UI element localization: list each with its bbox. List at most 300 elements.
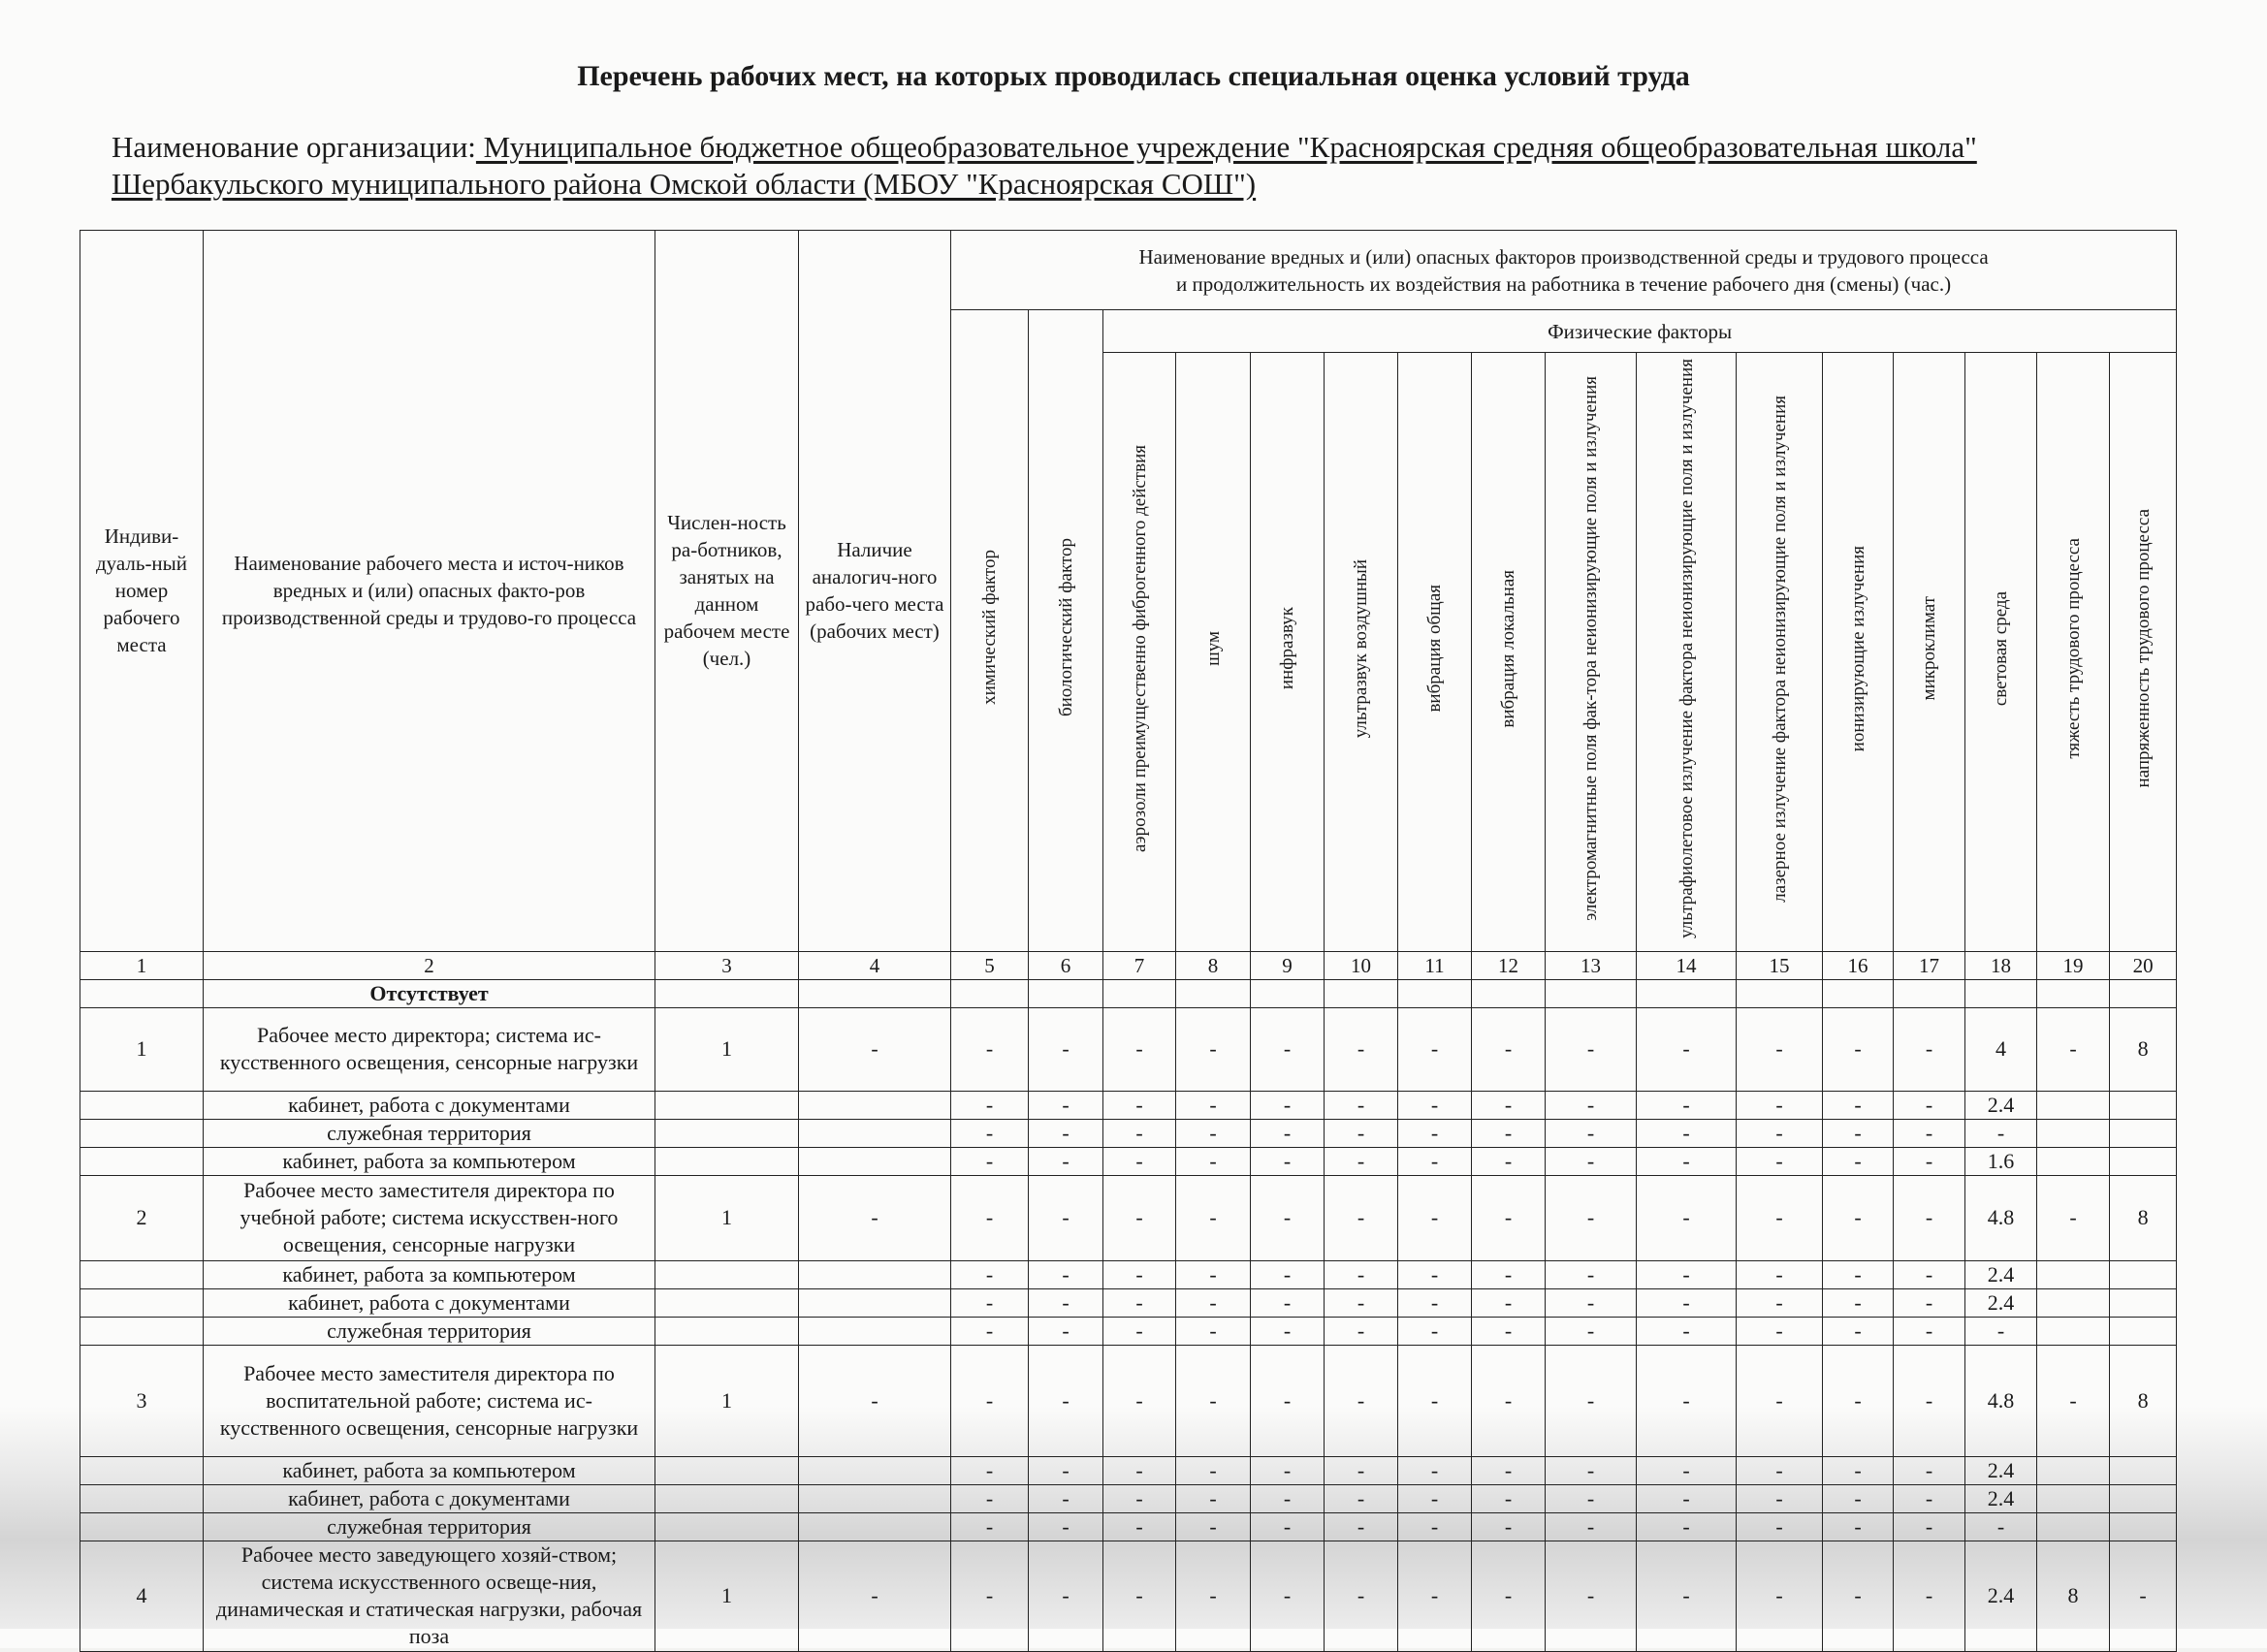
factor-value-cell: 4.8 [1965, 1345, 2037, 1456]
factor-value-cell: - [951, 1007, 1029, 1091]
factor-value-cell: - [1472, 1260, 1546, 1288]
table-cell [1737, 979, 1823, 1007]
factor-header-label: шум [1202, 630, 1224, 666]
factor-value-cell: - [1637, 1260, 1737, 1288]
factor-value-cell: - [1894, 1091, 1965, 1119]
factor-value-cell: - [1398, 1484, 1472, 1512]
factor-value-cell: - [1176, 1007, 1251, 1091]
factor-value-cell: - [1823, 1484, 1894, 1512]
table-cell [655, 979, 799, 1007]
factor-value-cell: - [1737, 1260, 1823, 1288]
factor-value-cell: - [1737, 1512, 1823, 1541]
factor-value-cell: - [951, 1484, 1029, 1512]
factor-value-cell [2110, 1484, 2177, 1512]
factor-value-cell: - [1823, 1175, 1894, 1260]
factor-value-cell: - [1546, 1119, 1637, 1147]
factor-value-cell: - [1546, 1091, 1637, 1119]
factor-header-label: вибрация локальная [1498, 569, 1518, 728]
workplace-name-cell: служебная территория [204, 1317, 655, 1345]
factor-value-cell: - [1103, 1541, 1176, 1651]
factor-value-cell: - [1398, 1175, 1472, 1260]
factor-value-cell: - [1546, 1317, 1637, 1345]
factor-value-cell: - [2037, 1345, 2110, 1456]
analog-cell [799, 1512, 951, 1541]
factor-value-cell: - [1325, 1512, 1398, 1541]
factor-value-cell: - [951, 1288, 1029, 1317]
factor-value-cell: 4.8 [1965, 1175, 2037, 1260]
factor-value-cell: - [1546, 1147, 1637, 1175]
factor-value-cell: 2.4 [1965, 1456, 2037, 1484]
workplace-name-cell: Рабочее место заместителя директора по воспитательной работе; система ис-кусственного освещения, сенсорные нагрузки [204, 1345, 655, 1456]
factor-value-cell: - [951, 1456, 1029, 1484]
factor-value-cell [2037, 1484, 2110, 1512]
header-factors-group-line2: и продолжительность их воздействия на работника в течение рабочего дня (смены) (час.) [1176, 271, 1952, 296]
factor-value-cell: - [1325, 1456, 1398, 1484]
workplace-number-cell [80, 1484, 204, 1512]
factor-value-cell: 1.6 [1965, 1147, 2037, 1175]
factor-value-cell: - [1398, 1260, 1472, 1288]
analog-cell [799, 1260, 951, 1288]
factor-value-cell: - [1325, 1147, 1398, 1175]
workplace-number-cell: 2 [80, 1175, 204, 1260]
factor-value-cell: - [1325, 1175, 1398, 1260]
worker-count-cell [655, 1288, 799, 1317]
factor-value-cell: - [1737, 1175, 1823, 1260]
factor-value-cell [2110, 1091, 2177, 1119]
factor-value-cell: - [1637, 1317, 1737, 1345]
factor-value-cell: - [1737, 1484, 1823, 1512]
factor-value-cell: - [1894, 1288, 1965, 1317]
factor-value-cell: - [1472, 1091, 1546, 1119]
factor-value-cell: - [1894, 1512, 1965, 1541]
factor-header-label: микроклимат [1919, 596, 1939, 701]
factor-value-cell: 2.4 [1965, 1541, 2037, 1651]
factor-value-cell: - [1894, 1484, 1965, 1512]
factor-value-cell: - [1398, 1119, 1472, 1147]
worker-count-cell: 1 [655, 1345, 799, 1456]
factor-value-cell [2110, 1260, 2177, 1288]
factor-value-cell [2110, 1288, 2177, 1317]
factor-header-label: электромагнитные поля фак-тора неионизирующие поля и излучения [1581, 375, 1601, 921]
factor-value-cell: - [1176, 1345, 1251, 1456]
header-worker-count: Числен-ность ра-ботников, занятых на данном рабочем месте (чел.) [655, 231, 799, 952]
workplace-subrow [80, 1484, 2177, 1512]
factor-header [1637, 353, 1737, 952]
factor-value-cell: - [1546, 1541, 1637, 1651]
column-number: 13 [1546, 951, 1637, 979]
factor-value-cell: - [1637, 1119, 1737, 1147]
factor-value-cell: - [1737, 1091, 1823, 1119]
factor-value-cell: - [1325, 1091, 1398, 1119]
factor-value-cell: - [1737, 1288, 1823, 1317]
workplaces-table [80, 230, 2177, 1652]
factor-value-cell: - [1103, 1345, 1176, 1456]
factor-value-cell: 2.4 [1965, 1260, 2037, 1288]
workplace-number-cell [80, 1091, 204, 1119]
factor-value-cell [2110, 1317, 2177, 1345]
factor-value-cell: - [951, 1260, 1029, 1288]
workplace-subrow [80, 1091, 2177, 1119]
factor-value-cell: - [1176, 1260, 1251, 1288]
factor-value-cell: - [1894, 1456, 1965, 1484]
factor-value-cell [2110, 1119, 2177, 1147]
factor-header-label: световая среда [1991, 590, 2011, 706]
table-cell [2110, 979, 2177, 1007]
factor-value-cell: - [1546, 1007, 1637, 1091]
factor-value-cell: - [1103, 1317, 1176, 1345]
factor-value-cell: - [951, 1512, 1029, 1541]
workplace-name-cell: кабинет, работа за компьютером [204, 1147, 655, 1175]
factor-value-cell: - [2110, 1541, 2177, 1651]
factor-value-cell: - [1398, 1317, 1472, 1345]
factor-value-cell: - [1325, 1317, 1398, 1345]
workplace-row [80, 1175, 2177, 1260]
factor-value-cell: - [1251, 1456, 1325, 1484]
table-cell [1398, 979, 1472, 1007]
factor-value-cell: - [1103, 1175, 1176, 1260]
factor-value-cell: - [1251, 1288, 1325, 1317]
factor-value-cell: - [1737, 1119, 1823, 1147]
factor-value-cell [2037, 1260, 2110, 1288]
factor-value-cell: - [951, 1541, 1029, 1651]
factor-value-cell: - [1546, 1175, 1637, 1260]
factor-value-cell: - [1398, 1541, 1472, 1651]
factor-value-cell [2110, 1456, 2177, 1484]
factor-value-cell: - [1823, 1456, 1894, 1484]
column-number: 18 [1965, 951, 2037, 979]
factor-value-cell: - [1398, 1007, 1472, 1091]
workplace-subrow [80, 1456, 2177, 1484]
factor-value-cell: - [1325, 1119, 1398, 1147]
factor-value-cell: - [1472, 1147, 1546, 1175]
factor-value-cell: - [1398, 1456, 1472, 1484]
table-cell [1965, 979, 2037, 1007]
factor-value-cell [2037, 1512, 2110, 1541]
factor-value-cell: 8 [2110, 1345, 2177, 1456]
column-number: 14 [1637, 951, 1737, 979]
workplace-number-cell [80, 1260, 204, 1288]
column-number: 7 [1103, 951, 1176, 979]
factor-header-label: ионизирующие излучения [1847, 545, 1868, 752]
workplace-number-cell: 1 [80, 1007, 204, 1091]
workplace-number-cell [80, 1119, 204, 1147]
factor-value-cell: - [1029, 1007, 1103, 1091]
analog-cell: - [799, 1541, 951, 1651]
factor-value-cell: - [1176, 1512, 1251, 1541]
factor-value-cell: 8 [2110, 1007, 2177, 1091]
factor-value-cell: - [1103, 1484, 1176, 1512]
factor-value-cell: - [1894, 1007, 1965, 1091]
column-number: 20 [2110, 951, 2177, 979]
factor-value-cell: - [1398, 1512, 1472, 1541]
analog-cell [799, 1147, 951, 1175]
analog-cell [799, 1484, 951, 1512]
factor-value-cell: - [1965, 1317, 2037, 1345]
factor-value-cell: - [1965, 1512, 2037, 1541]
workplace-row [80, 1541, 2177, 1651]
factor-value-cell: 2.4 [1965, 1288, 2037, 1317]
column-number: 19 [2037, 951, 2110, 979]
column-number: 3 [655, 951, 799, 979]
factor-value-cell: - [1029, 1175, 1103, 1260]
worker-count-cell [655, 1512, 799, 1541]
column-number: 12 [1472, 951, 1546, 979]
factor-value-cell: - [1251, 1317, 1325, 1345]
worker-count-cell [655, 1147, 799, 1175]
workplace-name-cell: кабинет, работа с документами [204, 1091, 655, 1119]
factor-value-cell: - [1546, 1345, 1637, 1456]
table-cell [1472, 979, 1546, 1007]
column-number: 4 [799, 951, 951, 979]
factor-value-cell: - [1737, 1007, 1823, 1091]
analog-cell [799, 1091, 951, 1119]
factor-value-cell: - [1637, 1175, 1737, 1260]
workplace-number-cell: 4 [80, 1541, 204, 1651]
worker-count-cell: 1 [655, 1541, 799, 1651]
factor-value-cell: - [1325, 1345, 1398, 1456]
factor-value-cell: - [1472, 1541, 1546, 1651]
column-number: 10 [1325, 951, 1398, 979]
workplace-name-cell: Рабочее место директора; система ис-кусственного освещения, сенсорные нагрузки [204, 1007, 655, 1091]
factor-value-cell: - [1737, 1317, 1823, 1345]
factor-value-cell: - [951, 1175, 1029, 1260]
factor-value-cell: - [1103, 1147, 1176, 1175]
organization-line [112, 129, 2196, 203]
factor-value-cell: - [1472, 1512, 1546, 1541]
factor-value-cell: - [1029, 1541, 1103, 1651]
factor-value-cell: - [1894, 1147, 1965, 1175]
factor-value-cell: - [1176, 1288, 1251, 1317]
analog-cell: - [799, 1175, 951, 1260]
analog-cell: - [799, 1007, 951, 1091]
workplace-row [80, 1007, 2177, 1091]
factor-value-cell: - [1325, 1288, 1398, 1317]
factor-value-cell: - [1637, 1541, 1737, 1651]
factor-value-cell: - [1823, 1288, 1894, 1317]
factor-header [1325, 353, 1398, 952]
workplace-number-cell [80, 1147, 204, 1175]
analog-cell [799, 1119, 951, 1147]
worker-count-cell [655, 1119, 799, 1147]
factor-header [1176, 353, 1251, 952]
factor-value-cell: - [1637, 1512, 1737, 1541]
factor-value-cell: - [1737, 1456, 1823, 1484]
workplace-number-cell [80, 1288, 204, 1317]
organization-label: Наименование организации: [112, 130, 476, 164]
factor-value-cell: - [1472, 1175, 1546, 1260]
factor-value-cell: - [1472, 1119, 1546, 1147]
factor-value-cell [2037, 1317, 2110, 1345]
factor-value-cell: - [1176, 1456, 1251, 1484]
absent-label: Отсутствует [204, 979, 655, 1007]
factor-value-cell: - [1029, 1345, 1103, 1456]
table-cell [80, 979, 204, 1007]
factor-header [1823, 353, 1894, 952]
factor-header-label: химический фактор [979, 550, 1000, 705]
factor-value-cell: - [1325, 1541, 1398, 1651]
factor-value-cell: - [1637, 1147, 1737, 1175]
factor-value-cell: - [1398, 1345, 1472, 1456]
document-title: Перечень рабочих мест, на которых проводилась специальная оценка условий труда [577, 60, 1690, 92]
column-number: 17 [1894, 951, 1965, 979]
workplace-number-cell: 3 [80, 1345, 204, 1456]
factor-value-cell: - [1965, 1119, 2037, 1147]
factor-value-cell: - [1029, 1512, 1103, 1541]
workplace-number-cell [80, 1512, 204, 1541]
factor-header [1546, 353, 1637, 952]
factor-value-cell: - [1546, 1484, 1637, 1512]
organization-name-line2: Шербакульского муниципального района Омской области (МБОУ "Красноярская СОШ") [112, 167, 1257, 201]
factor-value-cell: - [951, 1091, 1029, 1119]
header-factors-group-line1: Наименование вредных и (или) опасных факторов производственной среды и трудового процесса [1138, 244, 1989, 269]
workplace-subrow [80, 1260, 2177, 1288]
factor-value-cell: - [1103, 1288, 1176, 1317]
factor-value-cell: 8 [2110, 1175, 2177, 1260]
header-factors-group [951, 231, 2177, 310]
table-cell [1251, 979, 1325, 1007]
absent-row [80, 979, 2177, 1007]
factor-value-cell: - [1103, 1119, 1176, 1147]
column-number: 6 [1029, 951, 1103, 979]
workplace-subrow [80, 1288, 2177, 1317]
header-workplace-name: Наименование рабочего места и источ-ников вредных и (или) опасных факто-ров производственной среды и трудово-го процесса [204, 231, 655, 952]
factor-value-cell: - [1546, 1260, 1637, 1288]
factor-value-cell: - [1737, 1147, 1823, 1175]
workplace-name-cell: служебная территория [204, 1512, 655, 1541]
worker-count-cell [655, 1317, 799, 1345]
factor-header-label: аэрозоли преимущественно фиброгенного действия [1129, 444, 1150, 852]
factor-header [951, 310, 1029, 952]
factor-value-cell: - [1398, 1288, 1472, 1317]
factor-value-cell: - [1029, 1091, 1103, 1119]
factor-header [1251, 353, 1325, 952]
workplace-name-cell: Рабочее место заведующего хозяй-ством; система искусственного освеще-ния, динамическая и статическая нагрузки, рабочая поза [204, 1541, 655, 1651]
analog-cell [799, 1288, 951, 1317]
worker-count-cell [655, 1091, 799, 1119]
factor-value-cell: - [1176, 1119, 1251, 1147]
factor-value-cell: - [1472, 1345, 1546, 1456]
factor-value-cell: - [1472, 1007, 1546, 1091]
factor-value-cell: - [1103, 1007, 1176, 1091]
factor-value-cell: - [1823, 1260, 1894, 1288]
worker-count-cell [655, 1456, 799, 1484]
workplace-subrow [80, 1317, 2177, 1345]
factor-value-cell: - [1103, 1260, 1176, 1288]
workplace-name-cell: кабинет, работа за компьютером [204, 1456, 655, 1484]
factor-value-cell: - [1251, 1541, 1325, 1651]
workplace-subrow [80, 1119, 2177, 1147]
header-physical-factors: Физические факторы [1103, 310, 2177, 353]
worker-count-cell: 1 [655, 1007, 799, 1091]
column-number: 8 [1176, 951, 1251, 979]
workplace-subrow [80, 1512, 2177, 1541]
factor-value-cell: - [1176, 1317, 1251, 1345]
factor-value-cell: - [1894, 1119, 1965, 1147]
factor-value-cell: - [1894, 1345, 1965, 1456]
table-cell [1325, 979, 1398, 1007]
factor-value-cell: - [1325, 1260, 1398, 1288]
table-cell [1029, 979, 1103, 1007]
factor-value-cell: - [1546, 1456, 1637, 1484]
factor-value-cell: - [1103, 1091, 1176, 1119]
factor-value-cell [2110, 1512, 2177, 1541]
table-cell [1894, 979, 1965, 1007]
column-number: 16 [1823, 951, 1894, 979]
factor-header [1103, 353, 1176, 952]
factor-value-cell: - [1103, 1456, 1176, 1484]
factor-value-cell: - [1823, 1007, 1894, 1091]
factor-header-label: лазерное излучение фактора неионизирующие поля и излучения [1769, 395, 1790, 903]
factor-value-cell [2037, 1456, 2110, 1484]
factor-value-cell: - [1251, 1091, 1325, 1119]
factor-header [2110, 353, 2177, 952]
table-cell [1176, 979, 1251, 1007]
table-cell [951, 979, 1029, 1007]
factor-value-cell: - [1823, 1345, 1894, 1456]
factor-value-cell: - [2037, 1175, 2110, 1260]
factor-value-cell: - [1398, 1147, 1472, 1175]
workplace-name-cell: кабинет, работа с документами [204, 1288, 655, 1317]
factor-value-cell [2037, 1091, 2110, 1119]
factor-value-cell [2110, 1147, 2177, 1175]
factor-value-cell: - [1251, 1260, 1325, 1288]
factor-value-cell: - [1637, 1345, 1737, 1456]
column-number: 1 [80, 951, 204, 979]
factor-value-cell: - [1737, 1541, 1823, 1651]
factor-value-cell [2037, 1147, 2110, 1175]
factor-header-label: ультрафиолетовое излучение фактора неионизирующие поля и излучения [1676, 359, 1697, 938]
factor-header-label: тяжесть трудового процесса [2062, 538, 2084, 759]
factor-value-cell: - [1251, 1119, 1325, 1147]
factor-value-cell: - [1029, 1456, 1103, 1484]
factor-value-cell: - [1251, 1175, 1325, 1260]
header-workplace-number: Индиви-дуаль-ный номер рабочего места [80, 231, 204, 952]
factor-value-cell: - [1637, 1456, 1737, 1484]
column-number: 2 [204, 951, 655, 979]
workplace-name-cell: кабинет, работа с документами [204, 1484, 655, 1512]
factor-value-cell: - [951, 1119, 1029, 1147]
header-analog-workplaces: Наличие аналогич-ного рабо-чего места (рабочих мест) [799, 231, 951, 952]
factor-value-cell: - [1823, 1317, 1894, 1345]
factor-value-cell: - [1029, 1484, 1103, 1512]
analog-cell [799, 1317, 951, 1345]
factor-header-label: биологический фактор [1055, 537, 1076, 716]
factor-value-cell: - [1823, 1119, 1894, 1147]
workplace-number-cell [80, 1317, 204, 1345]
organization-name-line1: Муниципальное бюджетное общеобразовательное учреждение "Красноярская средняя общеобразовательная школа" [475, 130, 1977, 164]
factor-value-cell: - [951, 1317, 1029, 1345]
factor-value-cell: - [1637, 1007, 1737, 1091]
workplace-row [80, 1345, 2177, 1456]
factor-value-cell: - [1029, 1317, 1103, 1345]
factor-value-cell: - [1823, 1091, 1894, 1119]
factor-value-cell: - [1546, 1288, 1637, 1317]
factor-value-cell: - [1472, 1317, 1546, 1345]
factor-value-cell: - [1894, 1541, 1965, 1651]
factor-header [1965, 353, 2037, 952]
factor-value-cell: - [1823, 1541, 1894, 1651]
factor-value-cell: - [1325, 1484, 1398, 1512]
factor-value-cell: 4 [1965, 1007, 2037, 1091]
factor-value-cell: - [1251, 1484, 1325, 1512]
factor-value-cell [2037, 1119, 2110, 1147]
factor-value-cell: - [1737, 1345, 1823, 1456]
factor-value-cell: - [1325, 1007, 1398, 1091]
column-number: 9 [1251, 951, 1325, 979]
factor-value-cell: 2.4 [1965, 1484, 2037, 1512]
factor-value-cell: - [1029, 1147, 1103, 1175]
factor-header [2037, 353, 2110, 952]
